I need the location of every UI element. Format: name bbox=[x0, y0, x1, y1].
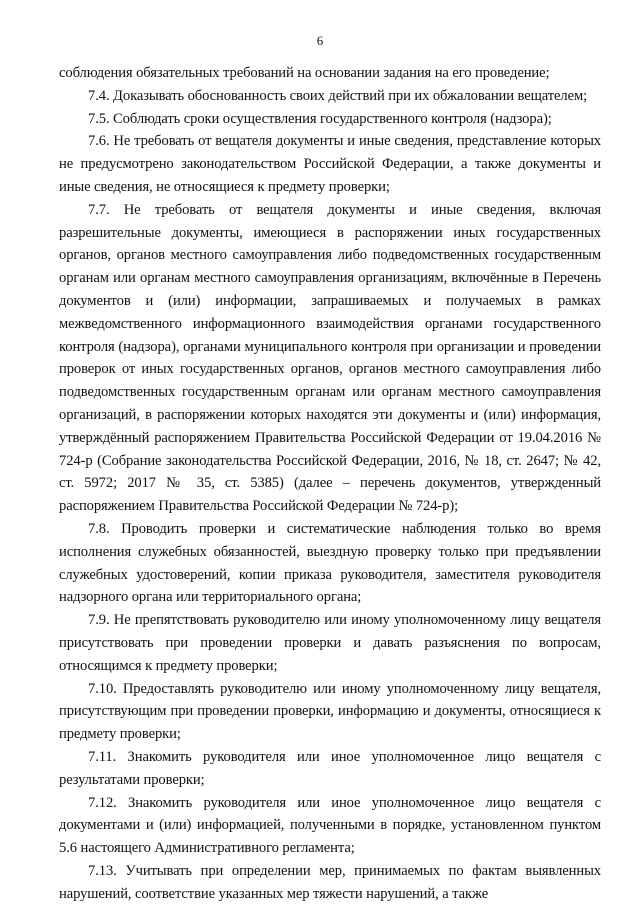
paragraph-7-12: 7.12. Знакомить руководителя или иное уполномоченное лицо вещателя с документами и (или) информацией, полученными в порядке, установленном пунктом 5.6 настоящего Административного регламента; bbox=[59, 794, 601, 857]
paragraph-7-9: 7.9. Не препятствовать руководителю или иному уполномоченному лицу вещателя присутствовать при проведении проверки и давать разъяснения по вопросам, относящимся к предмету проверки; bbox=[59, 612, 601, 674]
paragraph-7-7: 7.7. Не требовать от вещателя документы и иные сведения, включая разрешительные документы, имеющиеся в распоряжении иных государственных органов, органов местного самоуправления либо подведомственных государственным органам или органам местного самоуправления организациям, включённые в Перечень документов и (или) информации, запрашиваемых и получаемых в рамках межведомственного информационного взаимодействия органами государственного контроля (надзора), органами муниципального контроля при организации и проведении проверок от иных государственных органов, органов местного самоуправления либо подведомственных государственным органам или органам местного самоуправления организаций, в распоряжении которых находятся эти документы и (или) информация, утверждённый распоряжением Правительства Российской Федерации от 19.04.2016 № 724-р (Собрание законодательства Российской Федерации, 2016, № 18, ст. 2647; № 42, ст. 5972; 2017 № 35, ст. 5385) (далее – перечень документов, утвержденный распоряжением Правительства Российской Федерации № 724-р); bbox=[59, 201, 601, 515]
paragraph-7-4: 7.4. Доказывать обоснованность своих действий при их обжаловании вещателем; bbox=[88, 87, 588, 104]
paragraph-7-8: 7.8. Проводить проверки и систематические наблюдения только во время исполнения служебных обязанностей, выездную проверку только при предъявлении служебных удостоверений, копии приказа руководителя, заместителя руководителя надзорного органа или территориального органа; bbox=[59, 520, 601, 606]
paragraph-7-13: 7.13. Учитывать при определении мер, принимаемых по фактам выявленных нарушений, соответствие указанных мер тяжести нарушений, а также bbox=[59, 862, 601, 902]
paragraph-7-6: 7.6. Не требовать от вещателя документы и иные сведения, представление которых не предусмотрено законодательством Российской Федерации, а также документы и иные сведения, не относящиеся к предмету проверки; bbox=[59, 133, 601, 195]
paragraph-7-10: 7.10. Предоставлять руководителю или иному уполномоченному лицу вещателя, присутствующим при проведении проверки, информацию и документы, относящиеся к предмету проверки; bbox=[59, 680, 601, 743]
paragraph-7-5: 7.5. Соблюдать сроки осуществления государственного контроля (надзора); bbox=[88, 110, 552, 127]
document-body bbox=[59, 62, 601, 905]
page-number: 6 bbox=[316, 33, 324, 48]
paragraph-7-11: 7.11. Знакомить руководителя или иное уполномоченное лицо вещателя с результатами проверки; bbox=[59, 748, 601, 788]
paragraph-continuation: соблюдения обязательных требований на основании задания на его проведение; bbox=[59, 65, 550, 81]
